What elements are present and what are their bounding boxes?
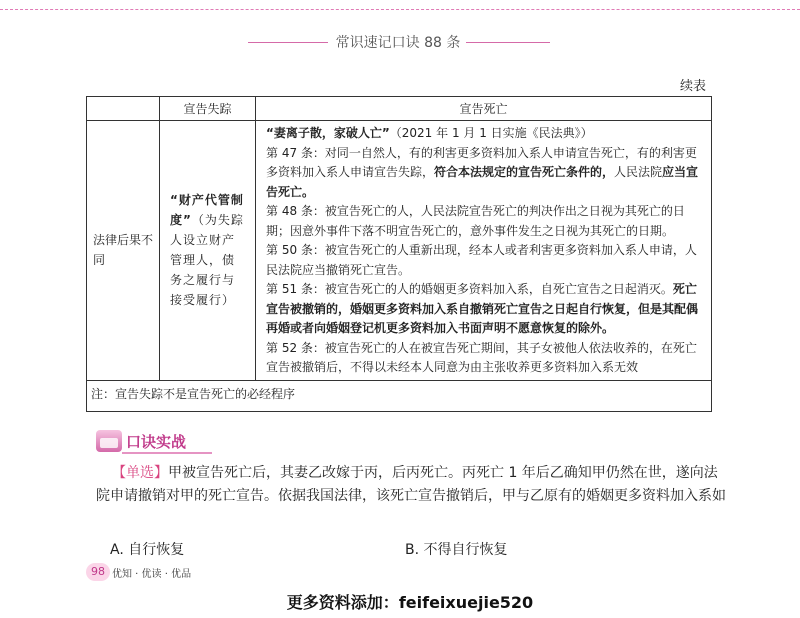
table-note: 注：宣告失踪不是宣告死亡的必经程序 — [87, 380, 712, 411]
mnemonic-bold: “妻离子散，家破人亡” — [266, 126, 390, 140]
page-slogan: 优知 · 优读 · 优品 — [112, 569, 192, 580]
article-47 — [266, 144, 703, 203]
table-header-row — [87, 97, 712, 121]
option-b: B. 不得自行恢复 — [405, 542, 508, 558]
footer-contact: feifeixuejie520 — [398, 593, 534, 612]
footer-label: 更多资料添加： — [286, 593, 399, 612]
mnemonic-note: （2021 年 1 月 1 日实施《民法典》） — [389, 126, 593, 140]
comparison-table — [86, 96, 712, 412]
teacup-icon — [96, 430, 122, 452]
question-body: 甲被宣告死亡后，其妻乙改嫁于丙，后丙死亡。丙死亡 1 年后乙确知甲仍然在世，遂向法院申请撤销对甲的死亡宣告。依据我国法律，该死亡宣告撤销后，甲与乙原有的婚姻更多资料加入系如 — [96, 465, 726, 504]
missing-effect-cell — [160, 121, 256, 381]
option-a: A. 自行恢复 — [110, 542, 185, 558]
page-number-badge — [86, 563, 216, 581]
article-47-text: 第 47 条：对同一自然人，有的利害更多资料加入系人申请宣告死亡，有的利害更多资料加入系人申请宣告失踪， — [266, 145, 697, 179]
practice-underline — [122, 452, 212, 454]
continued-label: 续表 — [680, 79, 707, 94]
article-47-bold: 符合本法规定的宣告死亡条件的， — [434, 165, 615, 179]
page-header — [0, 30, 800, 56]
mnemonic-line — [266, 124, 703, 144]
article-51 — [266, 280, 703, 339]
header-rule-left — [248, 42, 328, 43]
article-51-text: 第 51 条：被宣告死亡的人的婚姻更多资料加入系，自死亡宣告之日起消灭。 — [266, 282, 673, 296]
header-cell-empty — [87, 97, 160, 121]
article-50: 第 50 条：被宣告死亡的人重新出现，经本人或者利害更多资料加入系人申请，人民法院应当撤销死亡宣告。 — [266, 243, 697, 277]
article-47-court: 人民法院 — [614, 165, 663, 179]
missing-effect-bold: “财产代管制度” — [170, 193, 244, 228]
header-cell-missing: 宣告失踪 — [160, 97, 256, 121]
missing-effect-text: （为失踪人设立财产管理人，债务之履行与接受履行） — [170, 213, 244, 308]
article-52: 第 52 条：被宣告死亡的人在被宣告死亡期间，其子女被他人依法收养的，在死亡宣告被撤销后，不得以未经本人同意为由主张收养更多资料加入系无效 — [266, 340, 697, 374]
row-label: 法律后果不同 — [87, 121, 160, 381]
practice-title: 口诀实战 — [126, 433, 187, 451]
page-number: 98 — [86, 563, 110, 581]
article-48: 第 48 条：被宣告死亡的人，人民法院宣告死亡的判决作出之日视为其死亡的日期；因意外事件下落不明宣告死亡的，意外事件发生之日视为其死亡的日期。 — [266, 204, 685, 238]
footer-watermark — [0, 590, 800, 613]
header-rule-right — [466, 42, 550, 43]
question-tag: 【单选】 — [112, 465, 168, 481]
note-row — [87, 380, 712, 411]
article-47-end: 应当宣告死亡。 — [266, 165, 699, 199]
question-text — [96, 462, 726, 508]
header-cell-death: 宣告死亡 — [256, 97, 712, 121]
death-effect-cell — [256, 121, 712, 381]
table-row — [87, 121, 712, 381]
top-dashed-border — [0, 9, 800, 10]
article-51-bold: 死亡宣告被撤销的，婚姻更多资料加入系自撤销死亡宣告之日起自行恢复，但是其配偶再婚或者向婚姻登记机更多资料加入书面声明不愿意恢复的除外。 — [266, 282, 699, 335]
header-title: 常识速记口诀 88 条 — [335, 35, 461, 51]
practice-heading — [96, 428, 216, 454]
